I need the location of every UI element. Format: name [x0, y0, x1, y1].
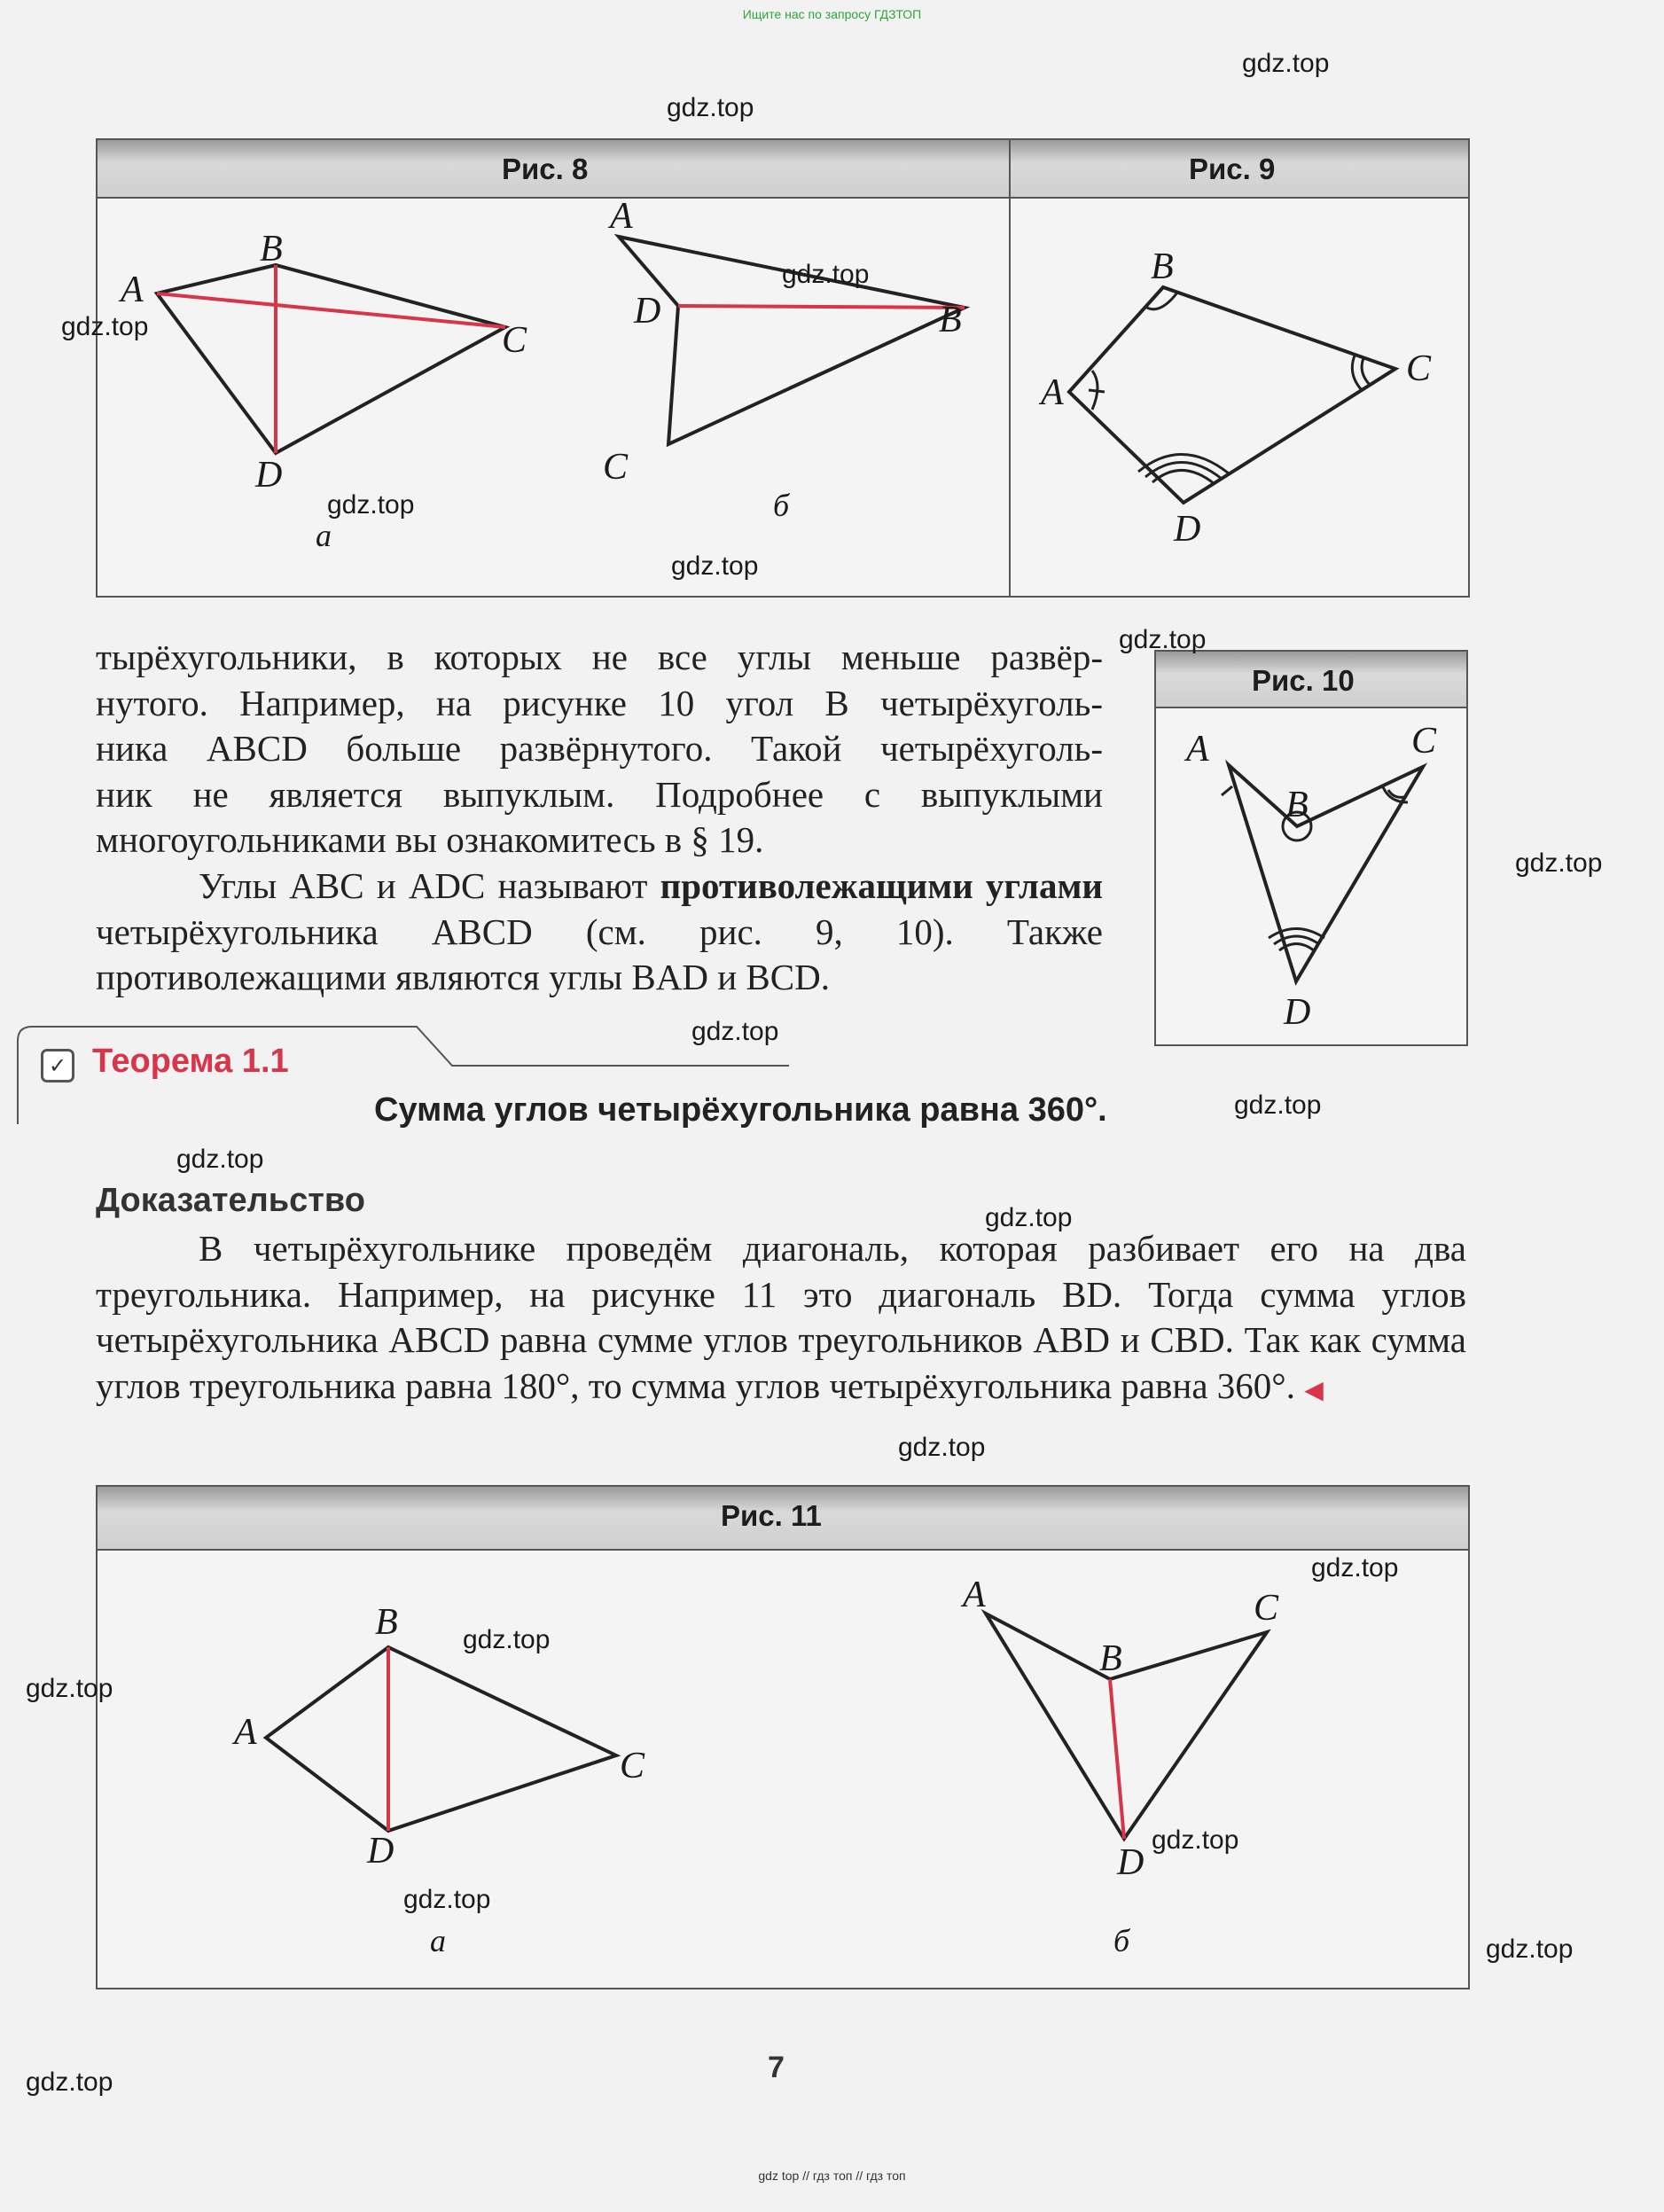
- figure-8-9-box: [96, 138, 1470, 598]
- fig8b-label-D: D: [634, 291, 661, 332]
- fig11a-label-B: B: [375, 1602, 398, 1643]
- watermark: gdz.top: [463, 1625, 551, 1654]
- page-number: 7: [768, 2051, 785, 2084]
- fig11b-label-A: A: [963, 1575, 986, 1615]
- fig8a-caption: а: [316, 518, 332, 553]
- proof-text: [96, 1226, 1466, 1412]
- term-bold: противолежащими углами: [660, 865, 1103, 906]
- watermark: gdz.top: [1119, 625, 1207, 654]
- fig8b-label-C: C: [603, 447, 629, 488]
- fig11a-label-A: A: [234, 1712, 257, 1753]
- watermark: gdz.top: [1311, 1553, 1399, 1583]
- bottom-banner[interactable]: gdz top // гдз топ // гдз топ: [758, 2169, 906, 2183]
- top-banner[interactable]: Ищите нас по запросу ГДЗТОП: [742, 7, 922, 21]
- fig8b-label-B: B: [939, 300, 962, 340]
- fig11-drawing: [98, 1487, 1468, 1988]
- fig8-title: Рис. 8: [502, 152, 589, 185]
- fig9-label-D: D: [1174, 509, 1201, 550]
- watermark: gdz.top: [1486, 1935, 1574, 1964]
- fig11b-quadrilateral: [986, 1614, 1267, 1839]
- watermark: gdz.top: [667, 93, 754, 122]
- watermark: gdz.top: [1234, 1090, 1322, 1120]
- watermark: gdz.top: [691, 1017, 779, 1046]
- watermark: gdz.top: [985, 1203, 1073, 1232]
- fig9-label-B: B: [1151, 246, 1174, 287]
- fig10-title: Рис. 10: [1252, 664, 1355, 697]
- watermark: gdz.top: [1515, 848, 1603, 878]
- fig8-drawing: [98, 199, 1009, 594]
- paragraph-line: ник не является выпуклым. Подробнее с выпуклыми: [96, 773, 1103, 815]
- fig10-quadrilateral: [1222, 765, 1423, 981]
- watermark: gdz.top: [403, 1885, 491, 1914]
- paragraph-line: тырёхугольники, в которых не все углы меньше развёр-: [96, 637, 1103, 677]
- fig8a-label-D: D: [255, 455, 283, 496]
- watermark: gdz.top: [176, 1145, 264, 1174]
- fig11b-label-D: D: [1117, 1842, 1144, 1883]
- fig8a-label-C: C: [502, 320, 527, 361]
- fig11a-label-D: D: [367, 1831, 395, 1872]
- fig11b-caption: б: [1113, 1923, 1130, 1958]
- fig10-label-D: D: [1284, 992, 1311, 1033]
- paragraph-line: ника ABCD больше развёрнутого. Такой четырёхуголь-: [96, 728, 1103, 770]
- figure-11-box: [96, 1485, 1470, 1989]
- fig8b-label-A: A: [610, 199, 633, 237]
- fig9-title: Рис. 9: [1189, 152, 1276, 185]
- fig9-quadrilateral: [1069, 287, 1395, 503]
- proof-paragraph: В четырёхугольнике проведём диагональ, которая разбивает его на два треугольника. Например, на рисунке 11 это диагональ BD. Тогда сумма углов четырёхугольника ABCD равна сумме углов треугольников ABD и CBD. Так как сумма углов треугольника равна 180°, то сумма углов четырёхугольника равна 360°. ◀: [96, 1228, 1466, 1406]
- proof-end-marker: ◀: [1304, 1374, 1324, 1404]
- paragraph-line: многоугольниками вы ознакомитесь в § 19.: [96, 819, 764, 861]
- watermark: gdz.top: [61, 312, 149, 341]
- fig9-label-A: A: [1041, 372, 1064, 413]
- fig11a-label-C: C: [620, 1746, 645, 1786]
- watermark: gdz.top: [671, 551, 759, 581]
- watermark: gdz.top: [327, 490, 415, 520]
- proof-heading: Доказательство: [96, 1182, 365, 1219]
- fig8a-quadrilateral: [157, 265, 505, 453]
- paragraph-opposite-angles: [96, 864, 1103, 1001]
- watermark: gdz.top: [782, 260, 870, 289]
- fig10-label-A: A: [1186, 729, 1209, 770]
- paragraph-convexity: [96, 635, 1103, 864]
- watermark: gdz.top: [898, 1433, 986, 1462]
- fig11b-label-B: B: [1099, 1638, 1122, 1679]
- theorem-label: Теорема 1.1: [92, 1043, 289, 1080]
- paragraph-line: нутого. Например, на рисунке 10 угол B четырёхуголь-: [96, 682, 1103, 723]
- fig10-label-C: C: [1411, 721, 1437, 762]
- opposite-angles-text: Углы ABC и ADC называют противолежащими углами четырёхугольника ABCD (см. рис. 9, 10). Также противолежащими являются углы BAD и BCD.: [96, 865, 1103, 998]
- fig10-drawing: [1156, 652, 1466, 1044]
- fig11a-caption: а: [430, 1923, 446, 1958]
- fig10-label-B: B: [1285, 785, 1309, 825]
- figure-10-box: [1154, 650, 1468, 1046]
- watermark: gdz.top: [26, 2067, 113, 2097]
- watermark: gdz.top: [26, 1674, 113, 1703]
- fig11a-quadrilateral: [266, 1647, 616, 1831]
- theorem-icon: ✓: [41, 1049, 74, 1083]
- fig11-title: Рис. 11: [721, 1499, 822, 1532]
- watermark: gdz.top: [1152, 1825, 1239, 1855]
- fig9-label-C: C: [1406, 348, 1432, 389]
- fig8a-label-A: A: [121, 270, 144, 310]
- theorem-statement: Сумма углов четырёхугольника равна 360°.: [374, 1091, 1107, 1129]
- fig8a-label-B: B: [260, 229, 283, 270]
- fig8b-caption: б: [773, 488, 790, 523]
- fig9-drawing: [1011, 199, 1466, 594]
- fig11b-label-C: C: [1254, 1588, 1279, 1629]
- watermark: gdz.top: [1242, 49, 1330, 78]
